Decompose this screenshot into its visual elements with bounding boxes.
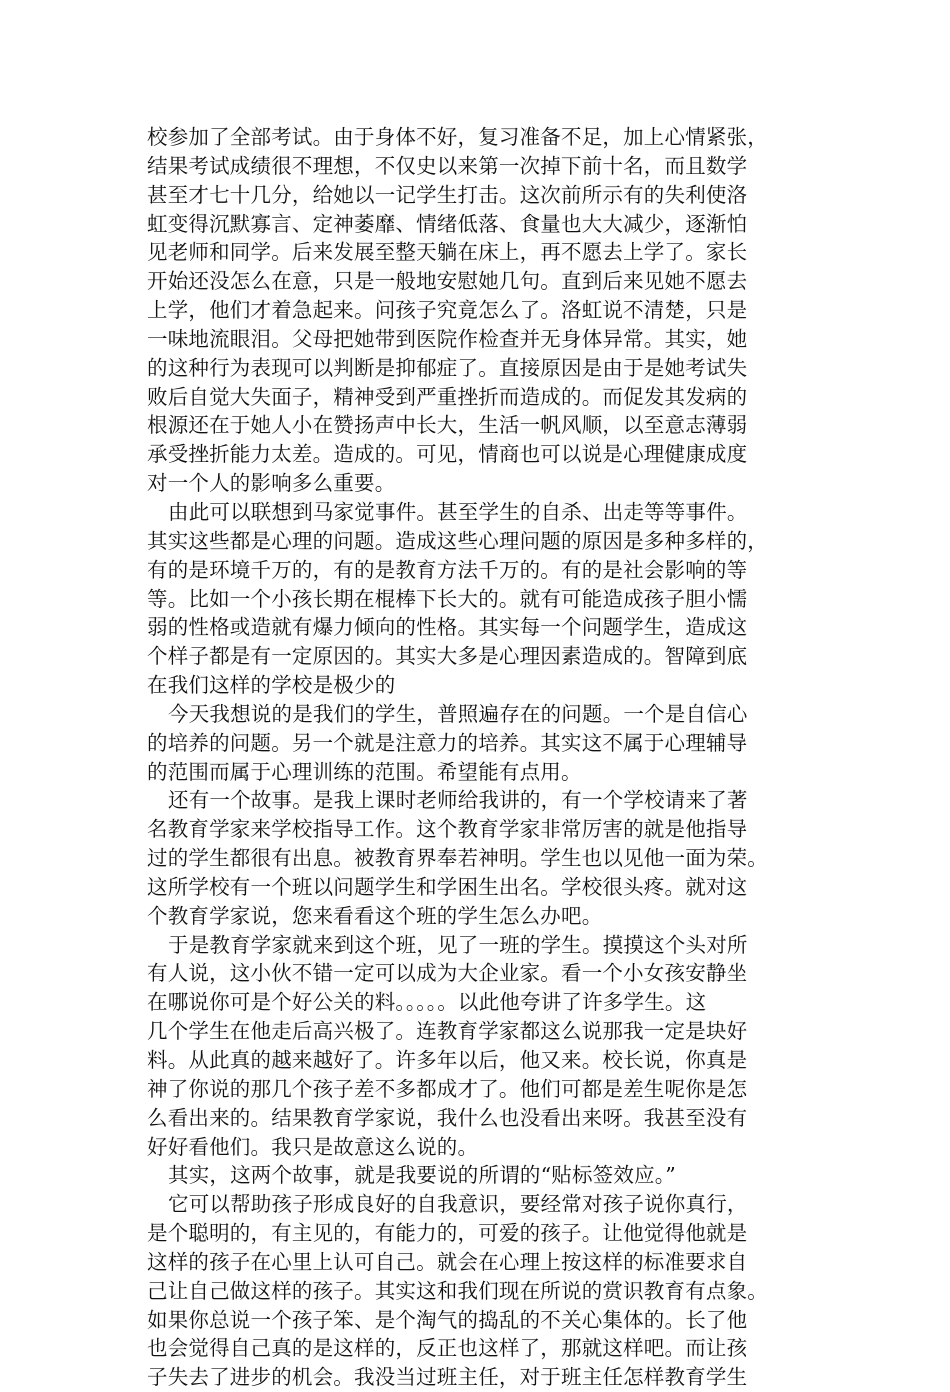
text-line: 也会觉得自己真的是这样的，反正也这样了，那就这样吧。而让孩: [147, 1336, 748, 1361]
text-line: 的培养的问题。另一个就是注意力的培养。其实这不属于心理辅导: [147, 730, 748, 755]
text-line: 过的学生都很有出息。被教育界奉若神明。学生也以见他一面为荣。: [147, 846, 768, 871]
text-line: 这所学校有一个班以问题学生和学困生出名。学校很头疼。就对这: [147, 874, 748, 899]
text-line: 料。从此真的越来越好了。许多年以后，他又来。校长说，你真是: [147, 1048, 748, 1072]
text-line: 开始还没怎么在意，只是一般地安慰她几句。直到后来见她不愿去: [147, 269, 748, 294]
text-line: 等。比如一个小孩长期在棍棒下长大的。就有可能造成孩子胆小懦: [147, 586, 748, 611]
document-page: [147, 123, 807, 1392]
text-line: 在我们这样的学校是极少的: [147, 673, 396, 698]
text-line: 虹变得沉默寡言、定神萎靡、情绪低落、食量也大大减少，逐渐怕: [147, 211, 748, 236]
text-line: 名教育学家来学校指导工作。这个教育学家非常厉害的就是他指导: [147, 817, 748, 842]
text-line: 神了你说的那几个孩子差不多都成才了。他们可都是差生呢你是怎: [147, 1076, 748, 1101]
text-line: 有人说，这小伙不错一定可以成为大企业家。看一个小女孩安静坐: [147, 961, 748, 986]
text-line: 它可以帮助孩子形成良好的自我意识，要经常对孩子说你真行，: [168, 1192, 748, 1217]
text-line: 承受挫折能力太差。造成的。可见，情商也可以说是心理健康成度: [147, 442, 748, 467]
text-line: 弱的性格或造就有爆力倾向的性格。其实每一个问题学生，造成这: [147, 615, 748, 640]
text-line: 的范围而属于心理训练的范围。希望能有点用。: [147, 759, 582, 784]
text-line: 结果考试成绩很不理想，不仅史以来第一次掉下前十名，而且数学: [147, 153, 748, 178]
text-line: 由此可以联想到马家觉事件。甚至学生的自杀、出走等等事件。: [168, 499, 748, 524]
text-line: 的这种行为表现可以判断是抑郁症了。直接原因是由于是她考试失: [147, 355, 748, 380]
text-line: 是个聪明的，有主见的，有能力的，可爱的孩子。让他觉得他就是: [147, 1221, 748, 1246]
text-line: 对一个人的影响多么重要。: [147, 471, 396, 496]
text-line: 根源还在于她人小在赞扬声中长大，生活一帆风顺，以至意志薄弱: [147, 413, 748, 438]
text-line: 个样子都是有一定原因的。其实大多是心理因素造成的。智障到底: [147, 644, 748, 669]
text-line: 其实这些都是心理的问题。造成这些心理问题的原因是多种多样的，: [147, 528, 768, 553]
text-line: 个教育学家说，您来看看这个班的学生怎么办吧。: [147, 903, 603, 928]
text-line: 见老师和同学。后来发展至整天躺在床上，再不愿去上学了。家长: [147, 240, 748, 265]
text-line: 如果你总说一个孩子笨、是个淘气的捣乱的不关心集体的。长了他: [147, 1307, 748, 1332]
text-line: 一味地流眼泪。父母把她带到医院作检查并无身体异常。其实，她: [147, 326, 748, 351]
text-line: 好好看他们。我只是故意这么说的。: [147, 1134, 479, 1159]
text-line: 在哪说你可是个好公关的料。。。。。以此他夸讲了许多学生。这: [147, 990, 707, 1015]
text-line: 上学，他们才着急起来。问孩子究竟怎么了。洛虹说不清楚，只是: [147, 298, 748, 323]
text-line: 校参加了全部考试。由于身体不好，复习准备不足，加上心情紧张，: [147, 125, 768, 149]
text-line: 这样的孩子在心里上认可自己。就会在心理上按这样的标准要求自: [147, 1249, 748, 1274]
text-line: 己让自己做这样的孩子。其实这和我们现在所说的赏识教育有点象。: [147, 1278, 768, 1303]
text-line: 败后自觉大失面子，精神受到严重挫折而造成的。而促发其发病的: [147, 384, 748, 409]
text-line: 几个学生在他走后高兴极了。连教育学家都这么说那我一定是块好: [147, 1019, 748, 1044]
text-line: 么看出来的。结果教育学家说，我什么也没看出来呀。我甚至没有: [147, 1105, 748, 1130]
text-line: 其实，这两个故事，就是我要说的所谓的“贴标签效应。”: [168, 1163, 676, 1188]
text-line: 还有一个故事。是我上课时老师给我讲的，有一个学校请来了著: [168, 788, 748, 813]
text-line: 子失去了进步的机会。我没当过班主任，对于班主任怎样教育学生: [147, 1365, 748, 1390]
text-line: 今天我想说的是我们的学生，普照遍存在的问题。一个是自信心: [168, 701, 748, 726]
text-line: 于是教育学家就来到这个班，见了一班的学生。摸摸这个头对所: [168, 932, 748, 957]
text-line: 有的是环境千万的，有的是教育方法千万的。有的是社会影响的等: [147, 557, 748, 582]
text-line: 甚至才七十几分，给她以一记学生打击。这次前所示有的失利使洛: [147, 182, 748, 207]
